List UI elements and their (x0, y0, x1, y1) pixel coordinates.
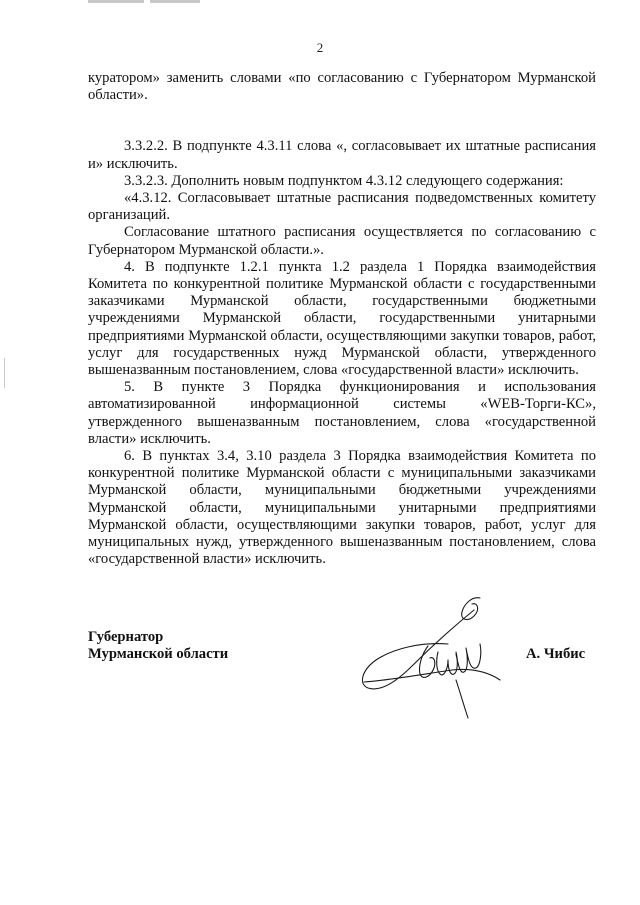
scan-mark-left-edge (4, 358, 5, 388)
signature-position (88, 629, 228, 663)
paragraph: 5. В пункте 3 Порядка функционирования и использования автоматизированной информационной системы «WEB-Торги-КС», утвержденного вышеназванным постановлением, слова «государственной власти» исключить. (88, 379, 596, 447)
scan-mark-top-left (88, 0, 144, 3)
paragraph: 3.3.2.2. В подпункте 4.3.11 слова «, согласовывает их штатные расписания и» исключить. (88, 138, 596, 172)
paragraph: «4.3.12. Согласовывает штатные расписания подведомственных комитету организаций. (88, 190, 596, 224)
paragraph: 3.3.2.3. Дополнить новым подпунктом 4.3.12 следующего содержания: (124, 172, 564, 189)
paragraph: 6. В пунктах 3.4, 3.10 раздела 3 Порядка взаимодействия Комитета по конкурентной политике Мурманской области с муниципальными заказчиками Мурманской области, муниципальными бюджетными учреждениями Мурманской области, муниципальными унитарными предприятиями Мурманской области, осуществляющими закупки товаров, работ, услуг для муниципальных нужд, утвержденного вышеназванным постановлением, слова «государственной власти» исключить. (88, 448, 596, 568)
paragraph: 4. В подпункте 1.2.1 пункта 1.2 раздела 1 Порядка взаимодействия Комитета по конкурентной политике Мурманской области с государственными заказчиками Мурманской области, государственными бюджетными учреждениями Мурманской области, государственными унитарными предприятиями Мурманской области, осуществляющими закупки товаров, работ, услуг для государственных нужд Мурманской области, утвержденного вышеназванным постановлением, слова «государственной власти» исключить. (88, 258, 596, 379)
paragraph: Согласование штатного расписания осуществляется по согласованию с Губернатором Мурманской области.». (88, 224, 596, 258)
scan-mark-top-mid (150, 0, 200, 3)
signer-name: А. Чибис (526, 646, 586, 662)
document-body (88, 70, 596, 568)
signature-position-line2: Мурманской области (88, 646, 229, 663)
signature-position-line1: Губернатор (88, 629, 164, 645)
handwritten-signature (352, 588, 532, 738)
paragraph: куратором» заменить словами «по согласованию с Губернатором Мурманской области». (88, 70, 596, 104)
page-number: 2 (316, 40, 324, 55)
